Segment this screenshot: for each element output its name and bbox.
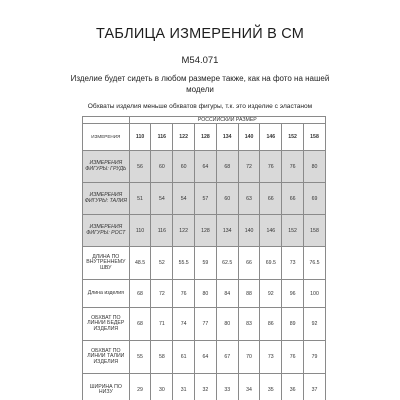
table-cell: 29: [129, 374, 151, 400]
table-cell: 100: [304, 280, 326, 308]
table-cell: 71: [151, 308, 173, 341]
table-cell: 80: [304, 151, 326, 183]
row-label: ОБХВАТ ПО ЛИНИИ ТАЛИИ ИЗДЕЛИЯ: [83, 341, 130, 374]
table-row: [83, 151, 326, 183]
size-group-label: РОССИЙСКИЙ РАЗМЕР: [129, 117, 325, 124]
table-cell: 79: [304, 341, 326, 374]
table-cell: 63: [238, 183, 260, 215]
table-row: [83, 215, 326, 247]
table-cell: 96: [282, 280, 304, 308]
table-cell: 72: [151, 280, 173, 308]
table-cell: 58: [151, 341, 173, 374]
table-cell: 60: [151, 151, 173, 183]
table-cell: 122: [173, 215, 195, 247]
table-cell: 70: [238, 341, 260, 374]
table-cell: 116: [151, 215, 173, 247]
table-cell: 64: [195, 341, 217, 374]
table-cell: 66: [260, 183, 282, 215]
girth-note: Обхваты изделия меньше обхватов фигуры, т.к. это изделие с эластаном: [87, 103, 313, 110]
table-cell: 55.5: [173, 247, 195, 280]
table-cell: 146: [260, 215, 282, 247]
table-cell: 37: [304, 374, 326, 400]
size-header-cell: 122: [173, 124, 195, 151]
table-cell: 30: [151, 374, 173, 400]
table-cell: 76: [260, 151, 282, 183]
table-cell: 110: [129, 215, 151, 247]
row-label: Длина изделия: [83, 280, 130, 308]
table-cell: 88: [238, 280, 260, 308]
size-header-cell: 116: [151, 124, 173, 151]
table-cell: 51: [129, 183, 151, 215]
table-cell: 69.5: [260, 247, 282, 280]
fit-note: Изделие будет сидеть в любом размере также, как на фото на нашей модели: [70, 74, 330, 94]
empty-corner-cell: [83, 117, 130, 124]
table-cell: 54: [173, 183, 195, 215]
table-cell: 73: [260, 341, 282, 374]
page-title: ТАБЛИЦА ИЗМЕРЕНИЙ В СМ: [95, 26, 305, 42]
table-cell: 92: [260, 280, 282, 308]
size-group-header-row: [83, 117, 326, 124]
table-cell: 92: [304, 308, 326, 341]
table-cell: 32: [195, 374, 217, 400]
table-cell: 152: [282, 215, 304, 247]
table-cell: 31: [173, 374, 195, 400]
size-header-cell: 152: [282, 124, 304, 151]
table-cell: 83: [238, 308, 260, 341]
table-cell: 56: [129, 151, 151, 183]
size-table-body: [83, 117, 326, 400]
table-cell: 76: [282, 341, 304, 374]
article-number: М54.071: [181, 55, 219, 66]
table-cell: 134: [216, 215, 238, 247]
row-label: ОБХВАТ ПО ЛИНИИ БЕДЕР ИЗДЕЛИЯ: [83, 308, 130, 341]
table-cell: 54: [151, 183, 173, 215]
table-cell: 59: [195, 247, 217, 280]
table-cell: 80: [216, 308, 238, 341]
measurement-label: ИЗМЕРЕНИЯ: [83, 124, 130, 151]
size-header-cell: 128: [195, 124, 217, 151]
row-label: ИЗМЕРЕНИЯ ФИГУРЫ: ТАЛИЯ: [83, 183, 130, 215]
table-cell: 36: [282, 374, 304, 400]
size-header-cell: 134: [216, 124, 238, 151]
table-cell: 60: [216, 183, 238, 215]
table-cell: 68: [129, 308, 151, 341]
table-cell: 64: [195, 151, 217, 183]
size-header-cell: 158: [304, 124, 326, 151]
table-cell: 33: [216, 374, 238, 400]
table-cell: 55: [129, 341, 151, 374]
table-cell: 61: [173, 341, 195, 374]
table-cell: 72: [238, 151, 260, 183]
table-cell: 73: [282, 247, 304, 280]
table-cell: 35: [260, 374, 282, 400]
table-cell: 74: [173, 308, 195, 341]
table-cell: 80: [195, 280, 217, 308]
row-label: ИЗМЕРЕНИЯ ФИГУРЫ: РОСТ: [83, 215, 130, 247]
table-cell: 158: [304, 215, 326, 247]
size-header-cell: 110: [129, 124, 151, 151]
size-header-cell: 146: [260, 124, 282, 151]
table-row: [83, 374, 326, 400]
table-cell: 86: [260, 308, 282, 341]
table-cell: 76: [173, 280, 195, 308]
table-cell: 68: [129, 280, 151, 308]
row-label: ДЛИНА ПО ВНУТРЕННЕМУ ШВУ: [83, 247, 130, 280]
table-cell: 76.5: [304, 247, 326, 280]
table-cell: 69: [304, 183, 326, 215]
size-header-cell: 140: [238, 124, 260, 151]
row-label: ШИРИНА ПО НИЗУ: [83, 374, 130, 400]
table-row: [83, 308, 326, 341]
row-label: ИЗМЕРЕНИЯ ФИГУРЫ: ГРУДЬ: [83, 151, 130, 183]
table-cell: 68: [216, 151, 238, 183]
table-cell: 48.5: [129, 247, 151, 280]
size-table: [82, 116, 326, 400]
table-cell: 67: [216, 341, 238, 374]
table-cell: 66: [282, 183, 304, 215]
table-cell: 34: [238, 374, 260, 400]
table-cell: 76: [282, 151, 304, 183]
table-cell: 77: [195, 308, 217, 341]
table-cell: 128: [195, 215, 217, 247]
table-cell: 60: [173, 151, 195, 183]
table-cell: 52: [151, 247, 173, 280]
table-cell: 140: [238, 215, 260, 247]
table-cell: 84: [216, 280, 238, 308]
table-row: [83, 247, 326, 280]
table-cell: 62.5: [216, 247, 238, 280]
table-row: [83, 280, 326, 308]
table-cell: 66: [238, 247, 260, 280]
table-cell: 89: [282, 308, 304, 341]
table-cell: 57: [195, 183, 217, 215]
table-row: [83, 341, 326, 374]
table-row: [83, 183, 326, 215]
size-number-row: [83, 124, 326, 151]
